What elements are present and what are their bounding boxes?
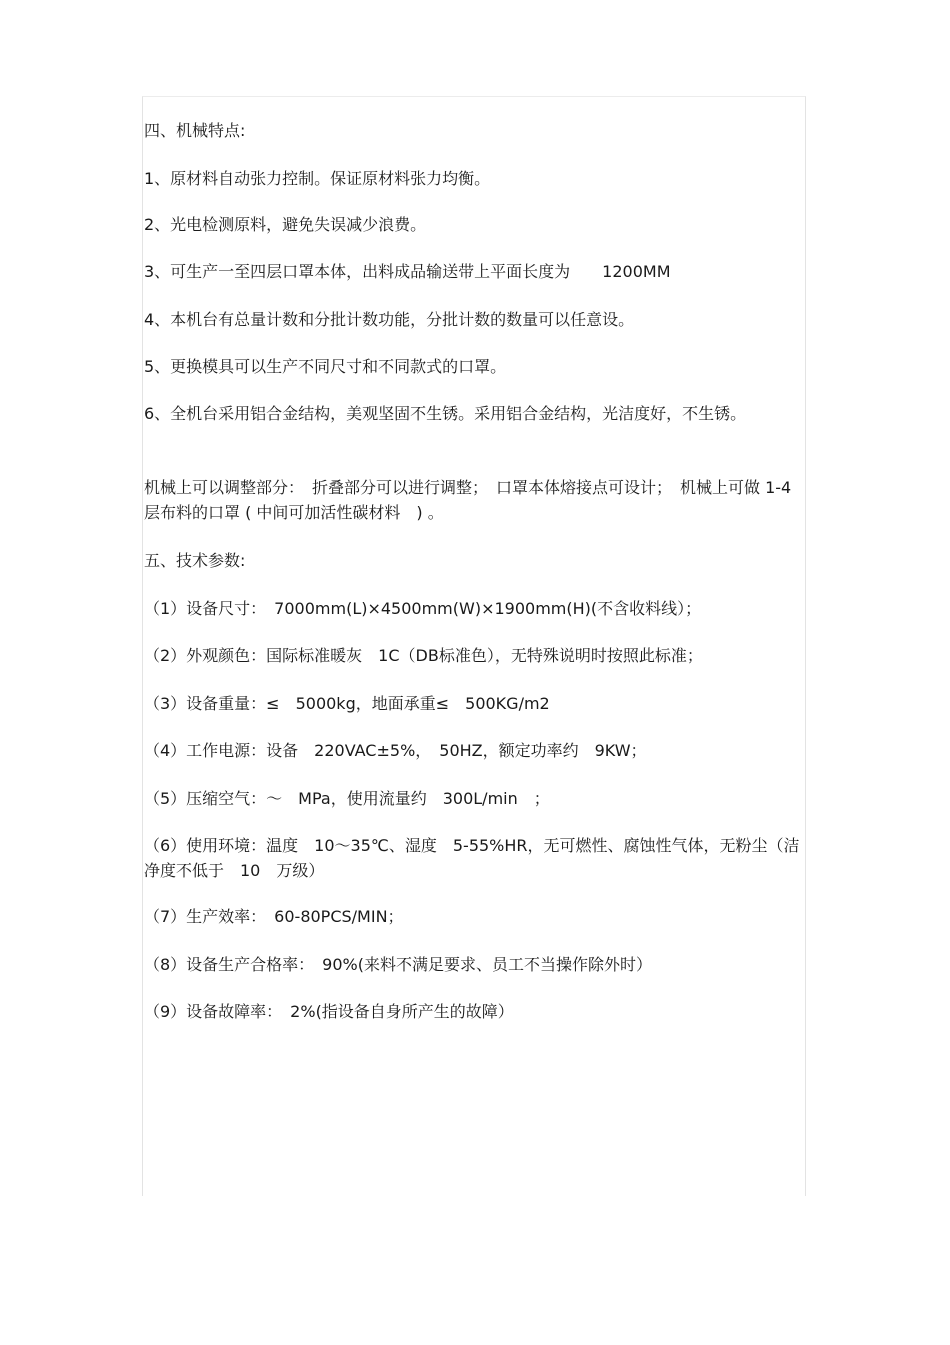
feature-item-2: 2、光电检测原料，避免失误减少浪费。 bbox=[144, 215, 427, 234]
feature-item-5: 5、更换模具可以生产不同尺寸和不同款式的口罩。 bbox=[144, 357, 507, 376]
section-5-heading: 五、技术参数: bbox=[144, 551, 246, 570]
feature-item-3: 3、可生产一至四层口罩本体，出料成品输送带上平面长度为 1200MM bbox=[144, 262, 671, 281]
param-4: （4）工作电源：设备 220VAC±5%， 50HZ，额定功率约 9KW； bbox=[144, 741, 647, 760]
param-7: （7）生产效率： 60-80PCS/MIN； bbox=[144, 907, 404, 926]
feature-item-4: 4、本机台有总量计数和分批计数功能，分批计数的数量可以任意设。 bbox=[144, 310, 635, 329]
feature-item-1: 1、原材料自动张力控制。保证原材料张力均衡。 bbox=[144, 169, 491, 188]
adjustable-parts-text: 机械上可以调整部分： 折叠部分可以进行调整； 口罩本体熔接点可设计； 机械上可做 1-4 层布料的口罩 ( 中间可加活性碳材料 ) 。 bbox=[144, 478, 792, 522]
param-2: （2）外观颜色：国际标准暖灰 1C（DB标准色），无特殊说明时按照此标准； bbox=[144, 646, 703, 665]
param-5: （5）压缩空气：～ MPa，使用流量约 300L/min ； bbox=[144, 789, 550, 808]
section-4-heading: 四、机械特点: bbox=[144, 121, 246, 140]
param-8: （8）设备生产合格率： 90%(来料不满足要求、员工不当操作除外时） bbox=[144, 955, 652, 974]
param-3: （3）设备重量：≤ 5000kg，地面承重≤ 500KG/m2 bbox=[144, 694, 550, 713]
feature-item-6: 6、全机台采用铝合金结构，美观坚固不生锈。采用铝合金结构，光洁度好，不生锈。 bbox=[144, 404, 747, 423]
param-9: （9）设备故障率： 2%(指设备自身所产生的故障） bbox=[144, 1002, 514, 1021]
param-1: （1）设备尺寸： 7000mm(L)×4500mm(W)×1900mm(H)(不含收料线）； bbox=[144, 599, 702, 618]
param-6: （6）使用环境：温度 10～35℃、湿度 5-55%HR，无可燃性、腐蚀性气体，无粉尘（洁净度不低于 10 万级） bbox=[144, 836, 800, 880]
